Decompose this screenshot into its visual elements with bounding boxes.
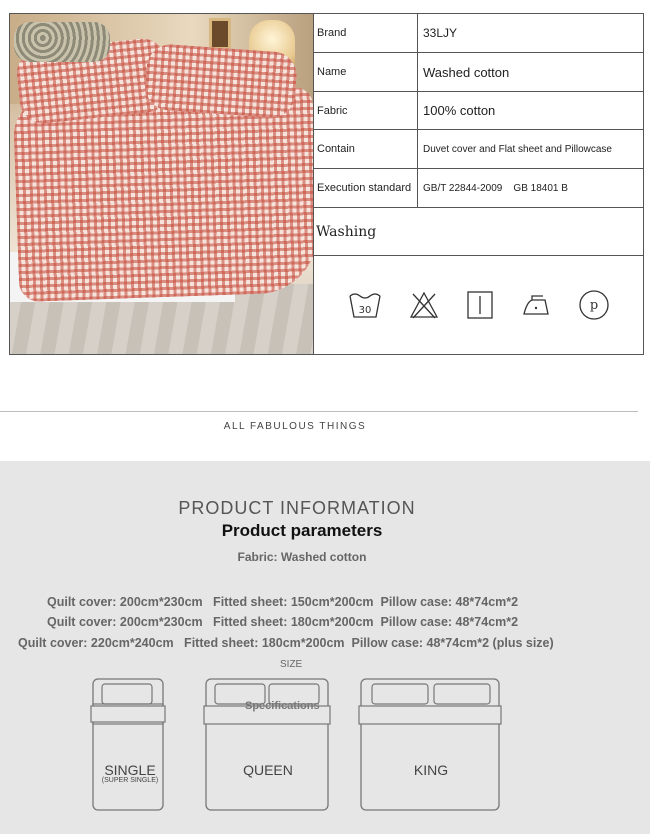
spec-value: Washed cotton <box>423 64 510 80</box>
fabric-line: Fabric: Washed cotton <box>237 550 367 564</box>
tagline: ALL FABULOUS THINGS <box>223 421 367 432</box>
care-icons-row <box>314 256 643 354</box>
wash-30-icon <box>348 290 382 320</box>
spec-table <box>314 14 643 354</box>
spec-row-fabric <box>314 92 643 130</box>
spec-key: Execution standard <box>314 169 418 207</box>
bed-diagram-king <box>358 676 504 811</box>
photo-picture-frame <box>209 18 231 50</box>
product-photo <box>10 14 314 354</box>
bed-size-name: QUEEN <box>243 762 293 778</box>
spec-row-contain <box>314 130 643 169</box>
bed-label-queen <box>203 762 333 778</box>
spec-value: Duvet cover and Flat sheet and Pillowcase <box>423 143 612 155</box>
bed-label-king <box>358 762 504 778</box>
size-label: SIZE <box>280 659 303 670</box>
spec-row-brand <box>314 14 643 53</box>
hang-dry-icon <box>466 290 494 320</box>
photo-decorative-pillow <box>14 22 110 62</box>
product-spec-block <box>9 13 644 355</box>
size-option-line: Quilt cover: 200cm*230cm Fitted sheet: 150cm*200cm Pillow case: 48*74cm*2 <box>47 595 519 609</box>
product-parameters-heading: Product parameters <box>221 521 383 540</box>
size-option-line: Quilt cover: 220cm*240cm Fitted sheet: 180cm*200cm Pillow case: 48*74cm*2 (plus size) <box>18 636 554 650</box>
spec-row-execution-standard <box>314 169 643 208</box>
specifications-label: Specifications <box>245 700 320 712</box>
product-information-panel <box>0 461 650 834</box>
photo-pillow <box>144 43 298 119</box>
washing-heading: Washing <box>314 208 643 256</box>
bed-diagram-single <box>90 676 170 811</box>
spec-row-name <box>314 53 643 92</box>
spec-key: Contain <box>314 130 418 168</box>
wash-temp-label: 30 <box>358 305 371 316</box>
product-information-heading: PRODUCT INFORMATION <box>178 498 416 518</box>
spec-value: GB/T 22844-2009 GB 18401 B <box>423 182 568 194</box>
spec-value: 33LJY <box>423 26 458 40</box>
bed-size-name: SINGLE <box>104 762 156 778</box>
bed-size-name: KING <box>413 762 449 778</box>
spec-key: Fabric <box>314 92 418 129</box>
bed-size-subname: (SUPER SINGLE) <box>101 777 159 784</box>
dry-clean-letter: p <box>589 298 598 313</box>
bed-diagram-queen <box>203 676 333 811</box>
spec-value: 100% cotton <box>423 103 496 118</box>
spec-key: Brand <box>314 14 418 52</box>
section-divider <box>0 411 638 412</box>
iron-low-icon <box>521 292 551 318</box>
size-option-line: Quilt cover: 200cm*230cm Fitted sheet: 180cm*200cm Pillow case: 48*74cm*2 <box>47 615 519 629</box>
dry-clean-p-icon <box>578 289 610 321</box>
spec-key: Name <box>314 53 418 91</box>
bed-label-single <box>93 762 167 784</box>
no-bleach-icon <box>409 290 439 320</box>
